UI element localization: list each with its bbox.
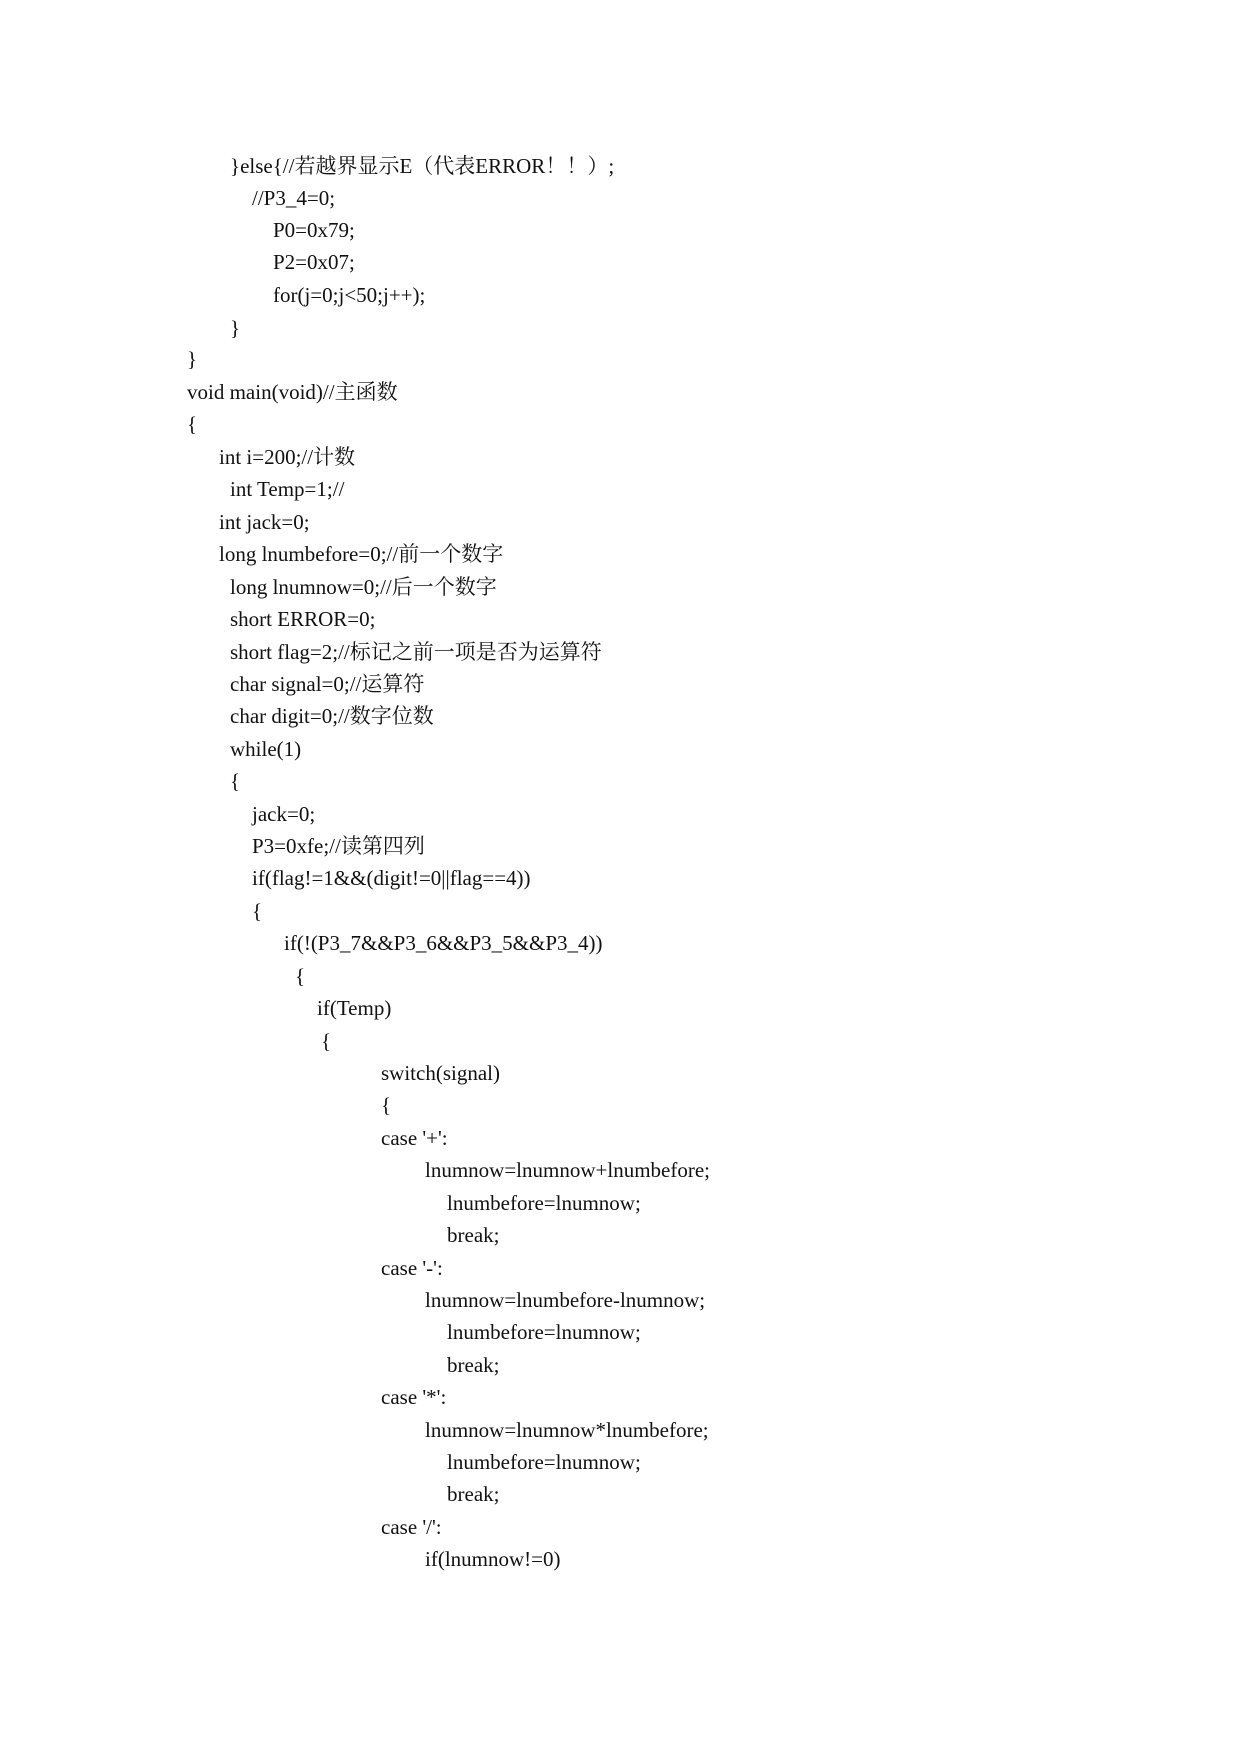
code-line: switch(signal) <box>381 1061 500 1085</box>
code-line: break; <box>447 1482 500 1506</box>
code-line: P2=0x07; <box>273 250 355 274</box>
code-line: lnumnow=lnumbefore-lnumnow; <box>425 1288 706 1312</box>
code-line: break; <box>447 1223 500 1247</box>
code-line: if(Temp) <box>317 996 392 1020</box>
code-line: long lnumbefore=0;//前一个数字 <box>219 542 504 566</box>
code-line: { <box>321 1029 332 1053</box>
code-line: break; <box>447 1353 500 1377</box>
code-line: case '+': <box>381 1126 448 1150</box>
code-line: P3=0xfe;//读第四列 <box>252 834 425 858</box>
code-line: }else{//若越界显示E（代表ERROR！！）; <box>230 154 615 178</box>
code-line: if(!(P3_7&&P3_6&&P3_5&&P3_4)) <box>284 931 603 955</box>
code-line: //P3_4=0; <box>252 186 336 210</box>
code-line: int jack=0; <box>219 510 310 534</box>
code-line: lnumbefore=lnumnow; <box>447 1320 641 1344</box>
code-line: { <box>230 769 241 793</box>
code-line: if(flag!=1&&(digit!=0||flag==4)) <box>252 866 531 890</box>
code-line: char digit=0;//数字位数 <box>230 704 434 728</box>
code-line: case '-': <box>381 1256 443 1280</box>
code-line: while(1) <box>230 737 302 761</box>
code-line: case '/': <box>381 1515 442 1539</box>
code-line: long lnumnow=0;//后一个数字 <box>230 575 497 599</box>
code-line: void main(void)//主函数 <box>187 380 398 404</box>
code-line: lnumbefore=lnumnow; <box>447 1191 641 1215</box>
code-line: case '*': <box>381 1385 447 1409</box>
code-line: { <box>187 412 198 436</box>
code-line: P0=0x79; <box>273 218 355 242</box>
code-line: lnumbefore=lnumnow; <box>447 1450 641 1474</box>
code-line: short ERROR=0; <box>230 607 376 631</box>
code-line: } <box>230 316 241 340</box>
code-line: lnumnow=lnumnow*lnumbefore; <box>425 1418 709 1442</box>
code-line: { <box>252 899 263 923</box>
code-line: jack=0; <box>252 802 316 826</box>
code-line: { <box>381 1093 392 1117</box>
code-line: if(lnumnow!=0) <box>425 1547 561 1571</box>
code-line: int i=200;//计数 <box>219 445 356 469</box>
code-line: } <box>187 347 198 371</box>
code-line: for(j=0;j<50;j++); <box>273 283 426 307</box>
code-line: lnumnow=lnumnow+lnumbefore; <box>425 1158 710 1182</box>
code-line: { <box>295 964 306 988</box>
code-line: int Temp=1;// <box>230 477 345 501</box>
code-line: short flag=2;//标记之前一项是否为运算符 <box>230 640 602 664</box>
code-line: char signal=0;//运算符 <box>230 672 425 696</box>
